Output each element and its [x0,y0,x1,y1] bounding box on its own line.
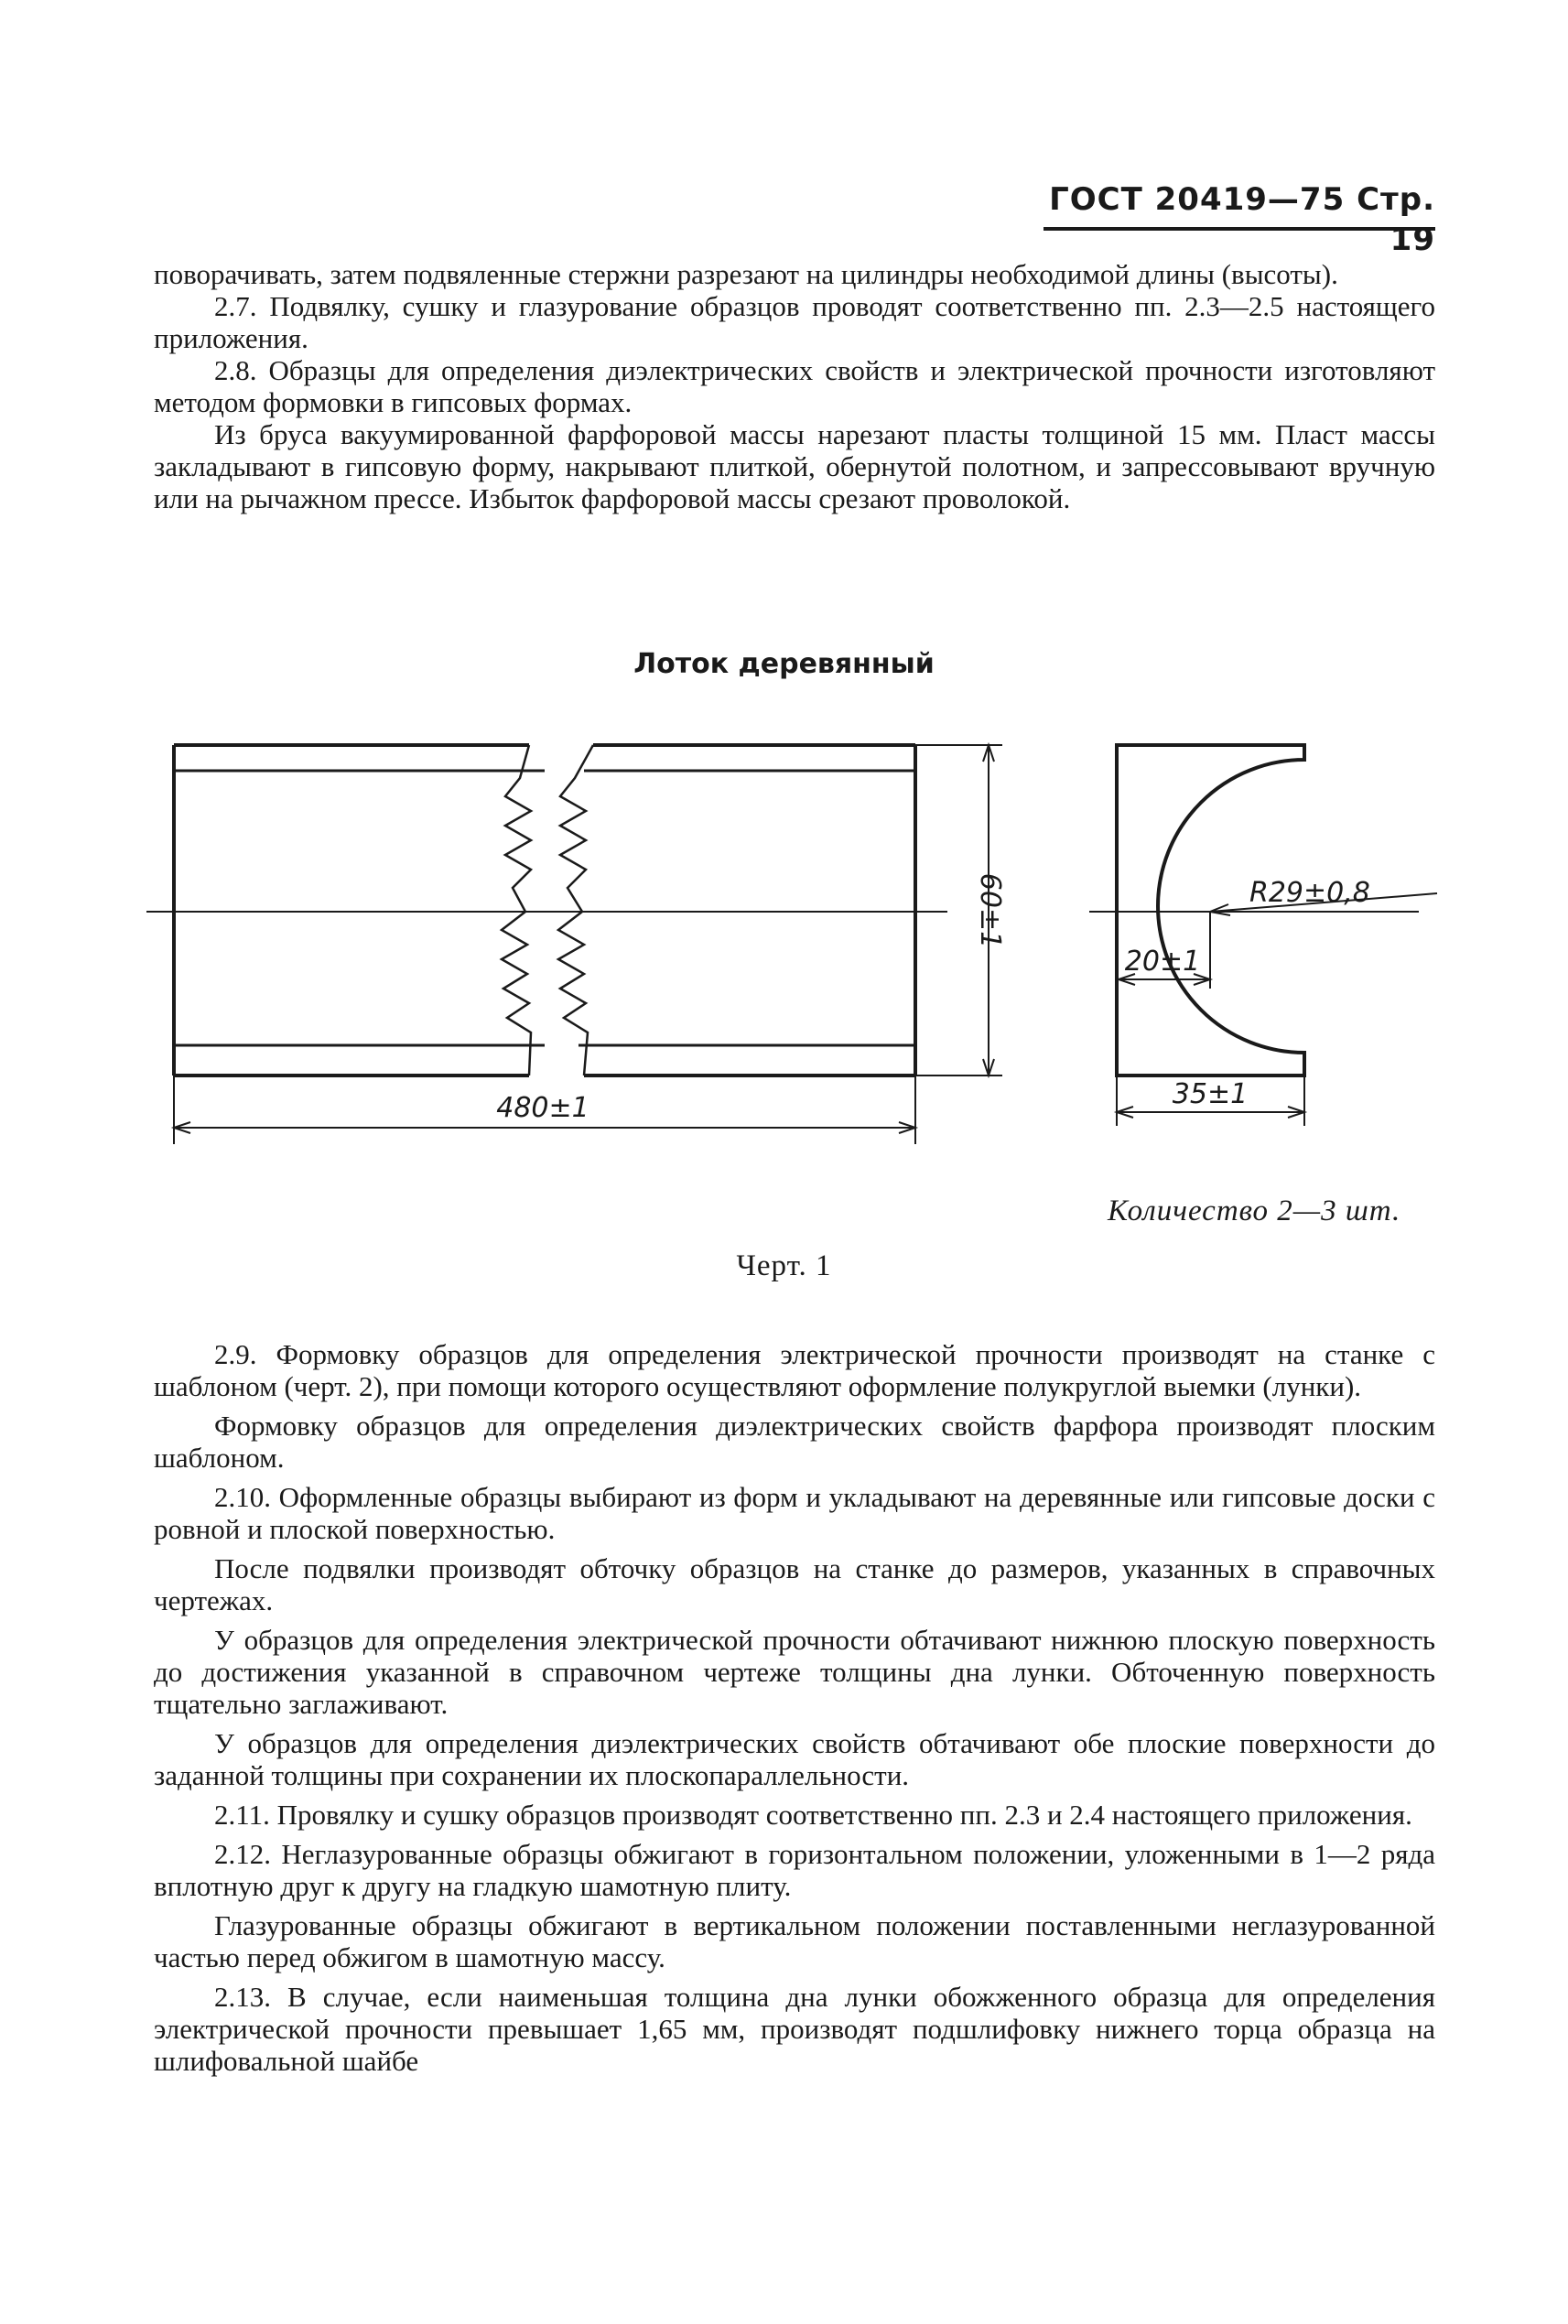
paragraph: 2.8. Образцы для определения диэлектрических свойств и электрической прочности изготовляют методом формовки в гипсовых формах. [154,354,1435,418]
paragraph: 2.7. Подвялку, сушку и глазурование образцов проводят соответственно пп. 2.3—2.5 настоящего приложения. [154,290,1435,354]
paragraph: 2.12. Неглазурованные образцы обжигают в горизонтальном положении, уложенными в 1—2 ряда вплотную друг к другу на гладкую шамотную плиту. [154,1838,1435,1902]
figure-caption: Черт. 1 [736,1249,832,1282]
paragraph: 2.9. Формовку образцов для определения электрической прочности производят на станке с шаблоном (черт. 2), при помощи которого осуществляют оформление полукруглой выемки (лунки). [154,1338,1435,1402]
intro-text [154,258,1435,514]
drawing-title: Лоток деревянный [633,648,935,680]
technical-drawing [137,723,1446,1144]
paragraph: У образцов для определения диэлектрических свойств обтачивают обе плоские поверхности до заданной толщины при сохранении их плоскопараллельности. [154,1727,1435,1791]
paragraph: У образцов для определения электрической прочности обтачивают нижнюю плоскую поверхность до достижения указанной в справочном чертеже толщины дна лунки. Обточенную поверхность тщательно заглаживают. [154,1624,1435,1720]
paragraph: 2.13. В случае, если наименьшая толщина дна лунки обожженного образца для определения электрической прочности превышает 1,65 мм, производят подшлифовку нижнего торца образца на шлифовальной шайбе [154,1981,1435,2077]
page-header: ГОСТ 20419—75 Стр. 19 [1044,179,1435,231]
paragraph: поворачивать, затем подвяленные стержни разрезают на цилиндры необходимой длины (высоты). [154,258,1338,290]
dimension-length: 480±1 [496,1092,589,1124]
dimension-depth: 20±1 [1124,946,1201,978]
paragraph: 2.10. Оформленные образцы выбирают из форм и укладывают на деревянные или гипсовые доски с ровной и плоской поверхностью. [154,1481,1435,1545]
body-text [154,1338,1435,2077]
paragraph: После подвялки производят обточку образцов на станке до размеров, указанных в справочных чертежах. [154,1552,1435,1616]
dimension-width: 35±1 [1172,1078,1249,1110]
paragraph: Глазурованные образцы обжигают в вертикальном положении поставленными неглазурованной частью перед обжигом в шамотную массу. [154,1909,1435,1973]
dimension-radius: R29±0,8 [1249,877,1370,909]
paragraph: Из бруса вакуумированной фарфоровой массы нарезают пласты толщиной 15 мм. Пласт массы закладывают в гипсовую форму, накрывают плиткой, обернутой полотном, и запрессовывают вручную или на рычажном прессе. Избыток фарфоровой массы срезают проволокой. [154,418,1435,514]
quantity-note: Количество 2—3 шт. [1108,1194,1401,1227]
dimension-height: 60±1 [974,872,1006,949]
paragraph: Формовку образцов для определения диэлектрических свойств фарфора производят плоским шаблоном. [154,1410,1435,1474]
paragraph: 2.11. Провялку и сушку образцов производят соответственно пп. 2.3 и 2.4 настоящего приложения. [214,1799,1412,1831]
